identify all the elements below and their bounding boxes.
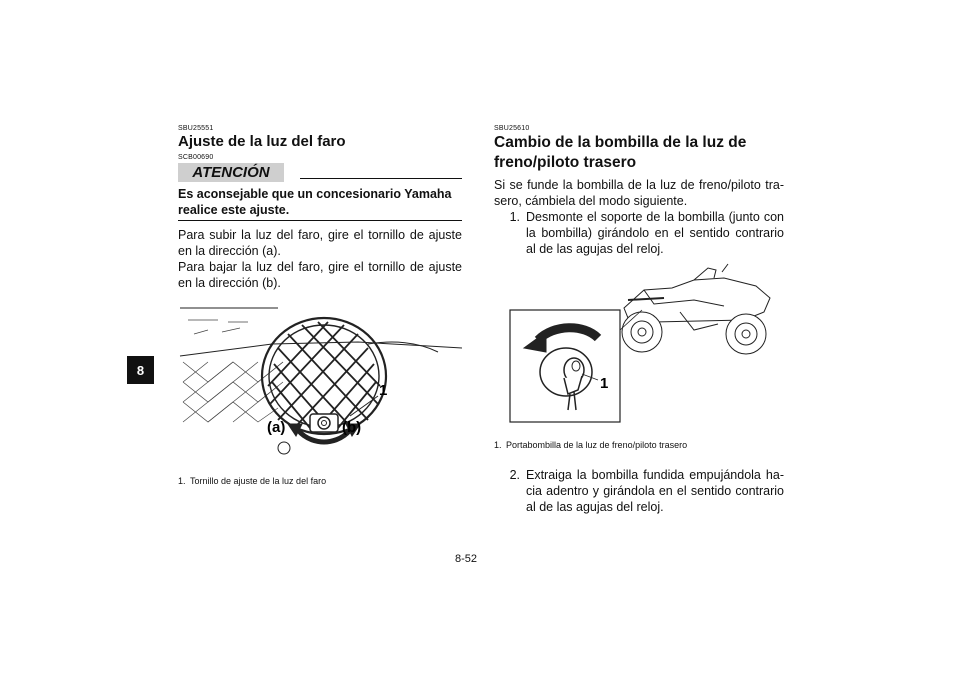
step-2: 2. Extraiga la bombilla fundida empujándola ha-cia adentro y girándola en el sentido contrario al de las agujas del reloj. [509,468,784,514]
section-title: Cambio de la bombilla de la luz de freno/piloto trasero [494,134,747,171]
page-number: 8-52 [455,553,478,565]
step-1: 1. Desmonte el soporte de la bombilla (junto con la bombilla) girándolo en el sentido contrario al de las agujas del reloj. [509,210,784,256]
section-title: Ajuste de la luz del faro [178,133,346,150]
label-a: (a) [267,419,286,436]
paragraph-lower: Para bajar la luz del faro, gire el tornillo de ajuste en la dirección (b). [178,260,462,290]
caution-rule [300,178,462,179]
callout-1: 1 [600,375,609,392]
left-figure-caption: 1. Tornillo de ajuste de la luz del faro [178,476,327,486]
caution-label: ATENCIÓN [178,163,284,182]
chapter-tab: 8 [127,356,154,384]
caution-code: SCB00690 [178,154,214,161]
right-figure-caption: 1. Portabombilla de la luz de freno/piloto trasero [494,440,688,450]
headlight-figure [178,300,462,462]
right-column [494,125,784,257]
caution-header [178,163,462,182]
label-b: (b) [342,419,362,436]
atv-figure [494,260,784,428]
section-code: SBU25551 [178,125,214,132]
left-column [178,125,462,291]
paragraph-raise: Para subir la luz del faro, gire el tornillo de ajuste en la dirección (a). [178,228,462,258]
section-code: SBU25610 [494,125,530,132]
intro-paragraph: Si se funde la bombilla de la luz de freno/piloto tra-sero, cámbiela del modo siguiente. [494,178,784,208]
caution-text: Es aconsejable que un concesionario Yamaha realice este ajuste. [178,182,462,221]
callout-1: 1 [379,382,388,399]
